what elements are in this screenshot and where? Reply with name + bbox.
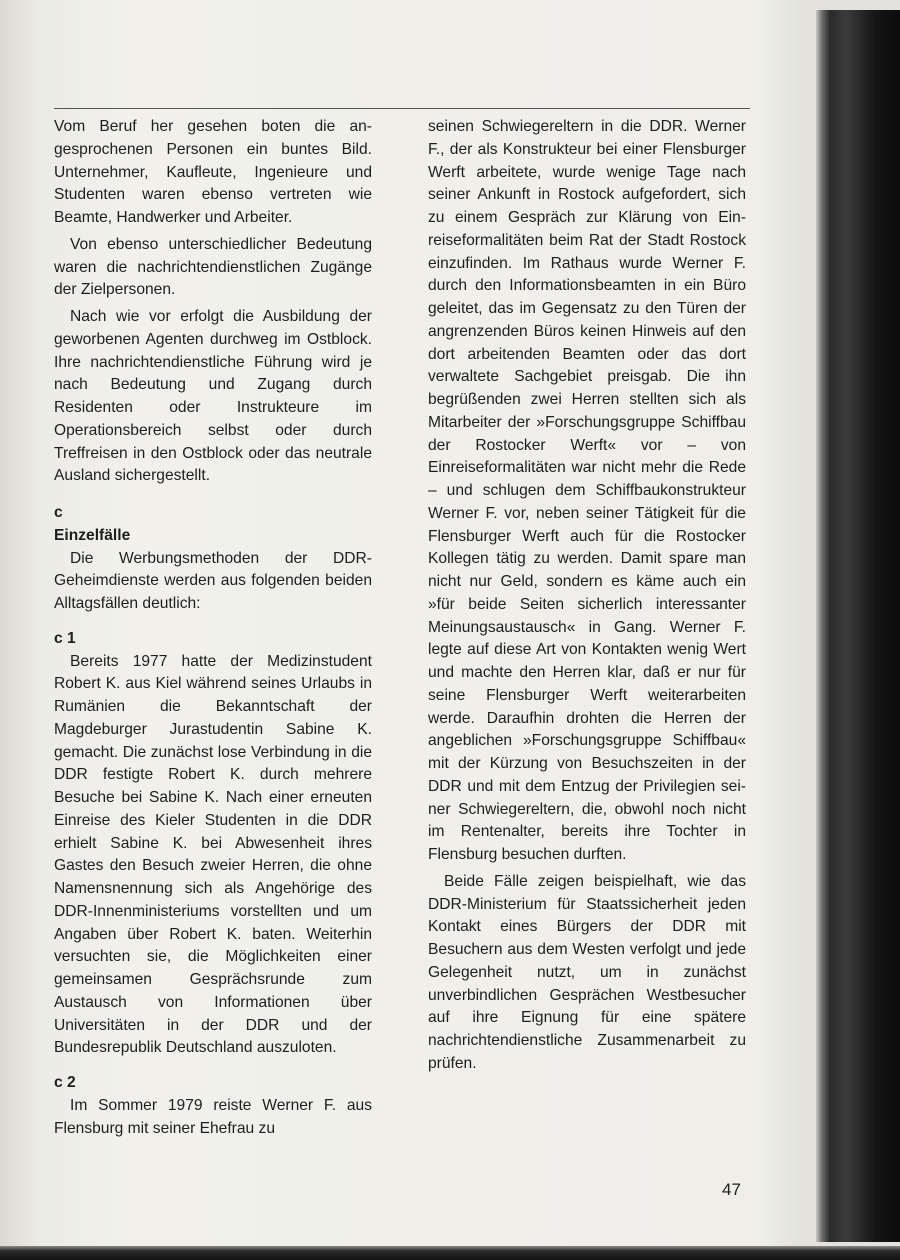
subsection-label: c 1 — [54, 629, 76, 647]
paragraph: Im Sommer 1979 reiste Werner F. aus Flensburg mit seiner Ehefrau zu — [54, 1096, 372, 1137]
section-letter: c — [54, 504, 63, 521]
book-spine-shadow — [816, 10, 900, 1242]
header-rule — [54, 108, 750, 109]
subsection-label: c 2 — [54, 1074, 76, 1091]
paragraph: Die Werbungsmethoden der DDR-Geheimdienste werden aus folgenden beiden Alltagsfällen deutlich: — [54, 549, 372, 612]
page-bottom-edge — [0, 1246, 900, 1260]
section-title: Einzelfälle — [54, 526, 131, 544]
paragraph: Bereits 1977 hatte der Medizinstudent Robert K. aus Kiel während seines Urlaubs in Rumänien die Bekanntschaft der Magdeburger Jurastudentin Sabine K. gemacht. Die zunächst lose Verbindung in die DDR festigte Robert K. durch mehrere Besuche bei Sabine K. Nach einer erneuten Einreise des Kieler Studenten in die DDR erhielt Sabine K. bei Abwesenheit ihres Gastes den Besuch zweier Herren, die ohne Namensnennung sich als Angehörige des DDR-Innenministeriums vorstellten und um Angaben über Robert K. baten. Weiterhin versuchten sie, die Möglichkeiten einer gemeinsamen Gesprächsrunde zum Austausch von Informationen über Universitäten in der DDR und der Bundesrepublik Deutschland auszuloten. — [54, 652, 372, 1057]
paragraph: Beide Fälle zeigen beispielhaft, wie das DDR-Ministerium für Staatssicherheit jeden Kontakt eines Bürgers der DDR mit Besuchern aus dem Westen verfolgt und jede Gelegenheit nutzt, um in zunächst unverbindlichen Gesprächen Westbesucher auf ihre Eignung für eine spätere nachrichtendienstliche Zusammenarbeit zu prüfen. — [428, 872, 746, 1072]
paragraph: Vom Beruf her gesehen boten die angesprochenen Personen ein buntes Bild. Unternehmer, Kaufleute, Ingenieure und Studenten waren ebenso vertreten wie Beamte, Handwerker und Arbeiter. — [54, 118, 372, 226]
paragraph: Von ebenso unterschiedlicher Bedeutung waren die nachrichtendienstlichen Zugänge der Zielpersonen. — [54, 235, 372, 299]
paragraph: Nach wie vor erfolgt die Ausbildung der geworbenen Agenten durchweg im Ostblock. Ihre nachrichtendienstliche Führung wird je nach Bedeutung und Zugang durch Residenten oder Instrukteure im Operationsbereich selbst oder durch Treffreisen in den Ostblock oder das neutrale Ausland sichergestellt. — [54, 308, 372, 485]
right-column — [428, 116, 746, 1076]
left-column — [54, 116, 372, 1140]
page-number: 47 — [722, 1180, 741, 1199]
paragraph: seinen Schwiegereltern in die DDR. Werner F., der als Konstrukteur bei einer Flensburger Werft arbeitete, wurde wenige Tage nach seiner Ankunft in Rostock aufgefordert, sich zu einem Gespräch zur Klärung von Einreiseformalitäten beim Rat der Stadt Rostock einzufinden. Im Rathaus wurde Werner F. durch den Informationsbeamten in ein Büro geleitet, das im Gegensatz zu den Türen der angrenzenden Büros keinen Hinweis auf den dort arbeitenden Beamten oder das dort verwaltete Sachgebiet preisgab. Die ihn begrüßenden zwei Herren stellten sich als Mitarbeiter der »Forschungsgruppe Schiffbau der Rostocker Werft« vor – von Einreiseformalitäten war nicht mehr die Rede – und schlugen dem Schiffbaukonstrukteur Werner F. vor, neben seiner Tätigkeit für die Flensburger Werft auch für die Rostocker Kollegen tätig zu werden. Damit spare man nicht nur Geld, sondern es käme auch ein »für beide Seiten sicherlich interessanter Meinungsaustausch« in Gang. Werner F. legte auf diese Art von Kontakten wenig Wert und machte den Herren klar, daß er nur für seine Flensburger Werft weiterarbeiten werde. Daraufhin drohten die Herren der angeblichen »Forschungsgruppe Schiffbau« mit der Kürzung von Besuchszeiten in der DDR und mit dem Entzug der Privilegien seiner Schwiegereltern, die, obwohl noch nicht im Rentenalter, bereits ihre Tochter in Flensburg besuchen durften. — [428, 118, 746, 863]
